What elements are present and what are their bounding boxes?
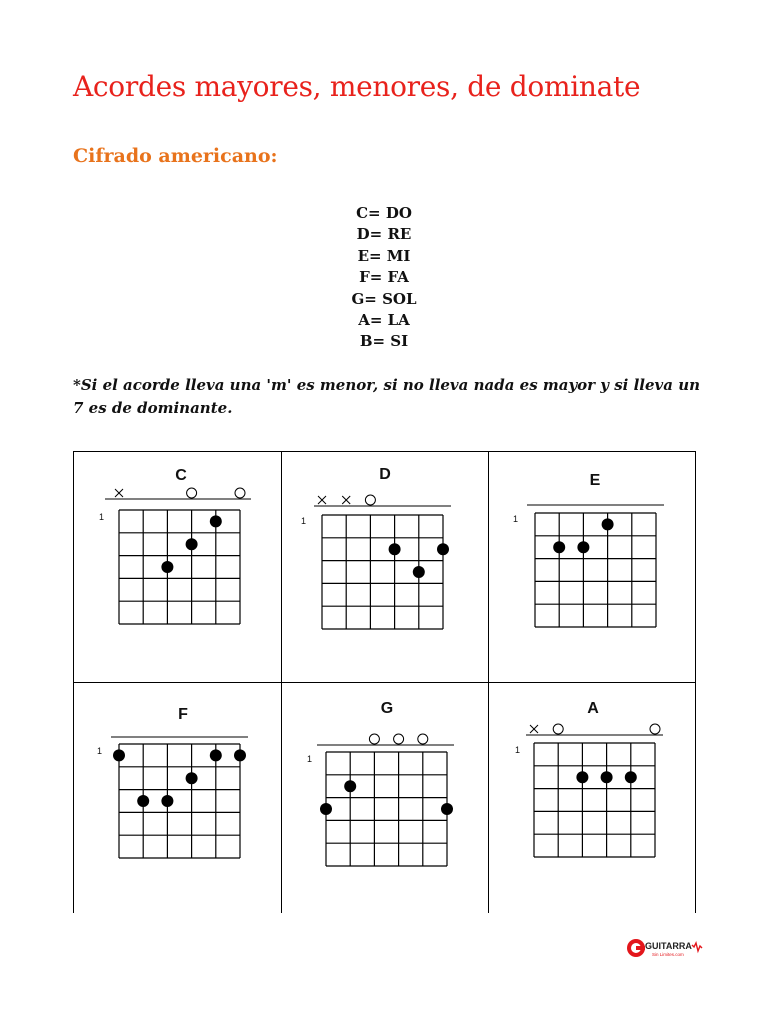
chord-name: G [380, 700, 394, 717]
open-string-marker [553, 724, 563, 734]
cipher-item: D= RE [356, 225, 412, 244]
open-string-marker [369, 734, 379, 744]
finger-dot [210, 749, 222, 761]
open-string-marker [235, 488, 245, 498]
fret-label: 1 [99, 512, 105, 522]
fret-label: 1 [513, 514, 519, 524]
section-subtitle: Cifrado americano: [73, 145, 278, 167]
finger-dot [576, 771, 588, 783]
chord-name: D [379, 466, 391, 483]
finger-dot [601, 771, 613, 783]
finger-dot [161, 795, 173, 807]
fretboard [119, 510, 240, 624]
fretboard [535, 513, 656, 627]
cipher-item: E= MI [357, 246, 411, 265]
finger-dot [210, 515, 222, 527]
muted-string-marker [318, 496, 326, 504]
open-string-marker [187, 488, 197, 498]
logo-soundwave [692, 943, 702, 951]
fretboard [322, 515, 449, 629]
finger-dot [186, 772, 198, 784]
chord-table [73, 451, 696, 913]
finger-dot [234, 749, 246, 761]
fretboard [534, 743, 655, 857]
chord-diagram-c [73, 451, 281, 682]
finger-dot [113, 749, 125, 761]
logo-subtext: Sin Limites.com [652, 952, 684, 957]
muted-string-marker [530, 725, 538, 733]
logo-text: GUITARRA [645, 941, 692, 951]
fretboard [320, 752, 453, 866]
fretboard [113, 744, 246, 858]
chord-diagram-f [73, 682, 281, 913]
guitarra-logo [626, 935, 706, 961]
open-string-marker [418, 734, 428, 744]
fret-label: 1 [301, 516, 307, 526]
cipher-item: F= FA [359, 268, 409, 287]
cipher-list [284, 203, 484, 353]
chord-diagram-a [488, 682, 696, 913]
finger-dot [625, 771, 637, 783]
finger-dot [437, 543, 449, 555]
cipher-item: A= LA [358, 311, 410, 330]
muted-string-marker [115, 489, 123, 497]
fret-label: 1 [307, 754, 313, 764]
finger-dot [161, 561, 173, 573]
chord-name: E [589, 472, 601, 489]
page-title: Acordes mayores, menores, de dominate [73, 70, 641, 103]
finger-dot [389, 543, 401, 555]
open-string-marker [365, 495, 375, 505]
cipher-item: G= SOL [351, 289, 417, 308]
cipher-item: B= SI [359, 332, 409, 351]
open-string-marker [394, 734, 404, 744]
finger-dot [577, 541, 589, 553]
finger-dot [320, 803, 332, 815]
open-string-marker [650, 724, 660, 734]
chord-diagram-g [281, 682, 488, 913]
chord-diagram-d [281, 451, 488, 682]
chord-name: A [587, 700, 599, 717]
muted-string-marker [342, 496, 350, 504]
finger-dot [602, 518, 614, 530]
chord-note: *Si el acorde lleva una 'm' es menor, si no lleva nada es mayor y si lleva un 7 es de dominante. [73, 376, 701, 417]
finger-dot [344, 780, 356, 792]
chord-name: C [175, 467, 187, 484]
finger-dot [413, 566, 425, 578]
finger-dot [186, 538, 198, 550]
chord-diagram-e [488, 451, 696, 682]
fret-label: 1 [97, 746, 103, 756]
finger-dot [441, 803, 453, 815]
chord-name: F [178, 706, 188, 723]
finger-dot [553, 541, 565, 553]
fret-label: 1 [515, 745, 521, 755]
cipher-item: C= DO [356, 204, 412, 222]
finger-dot [137, 795, 149, 807]
